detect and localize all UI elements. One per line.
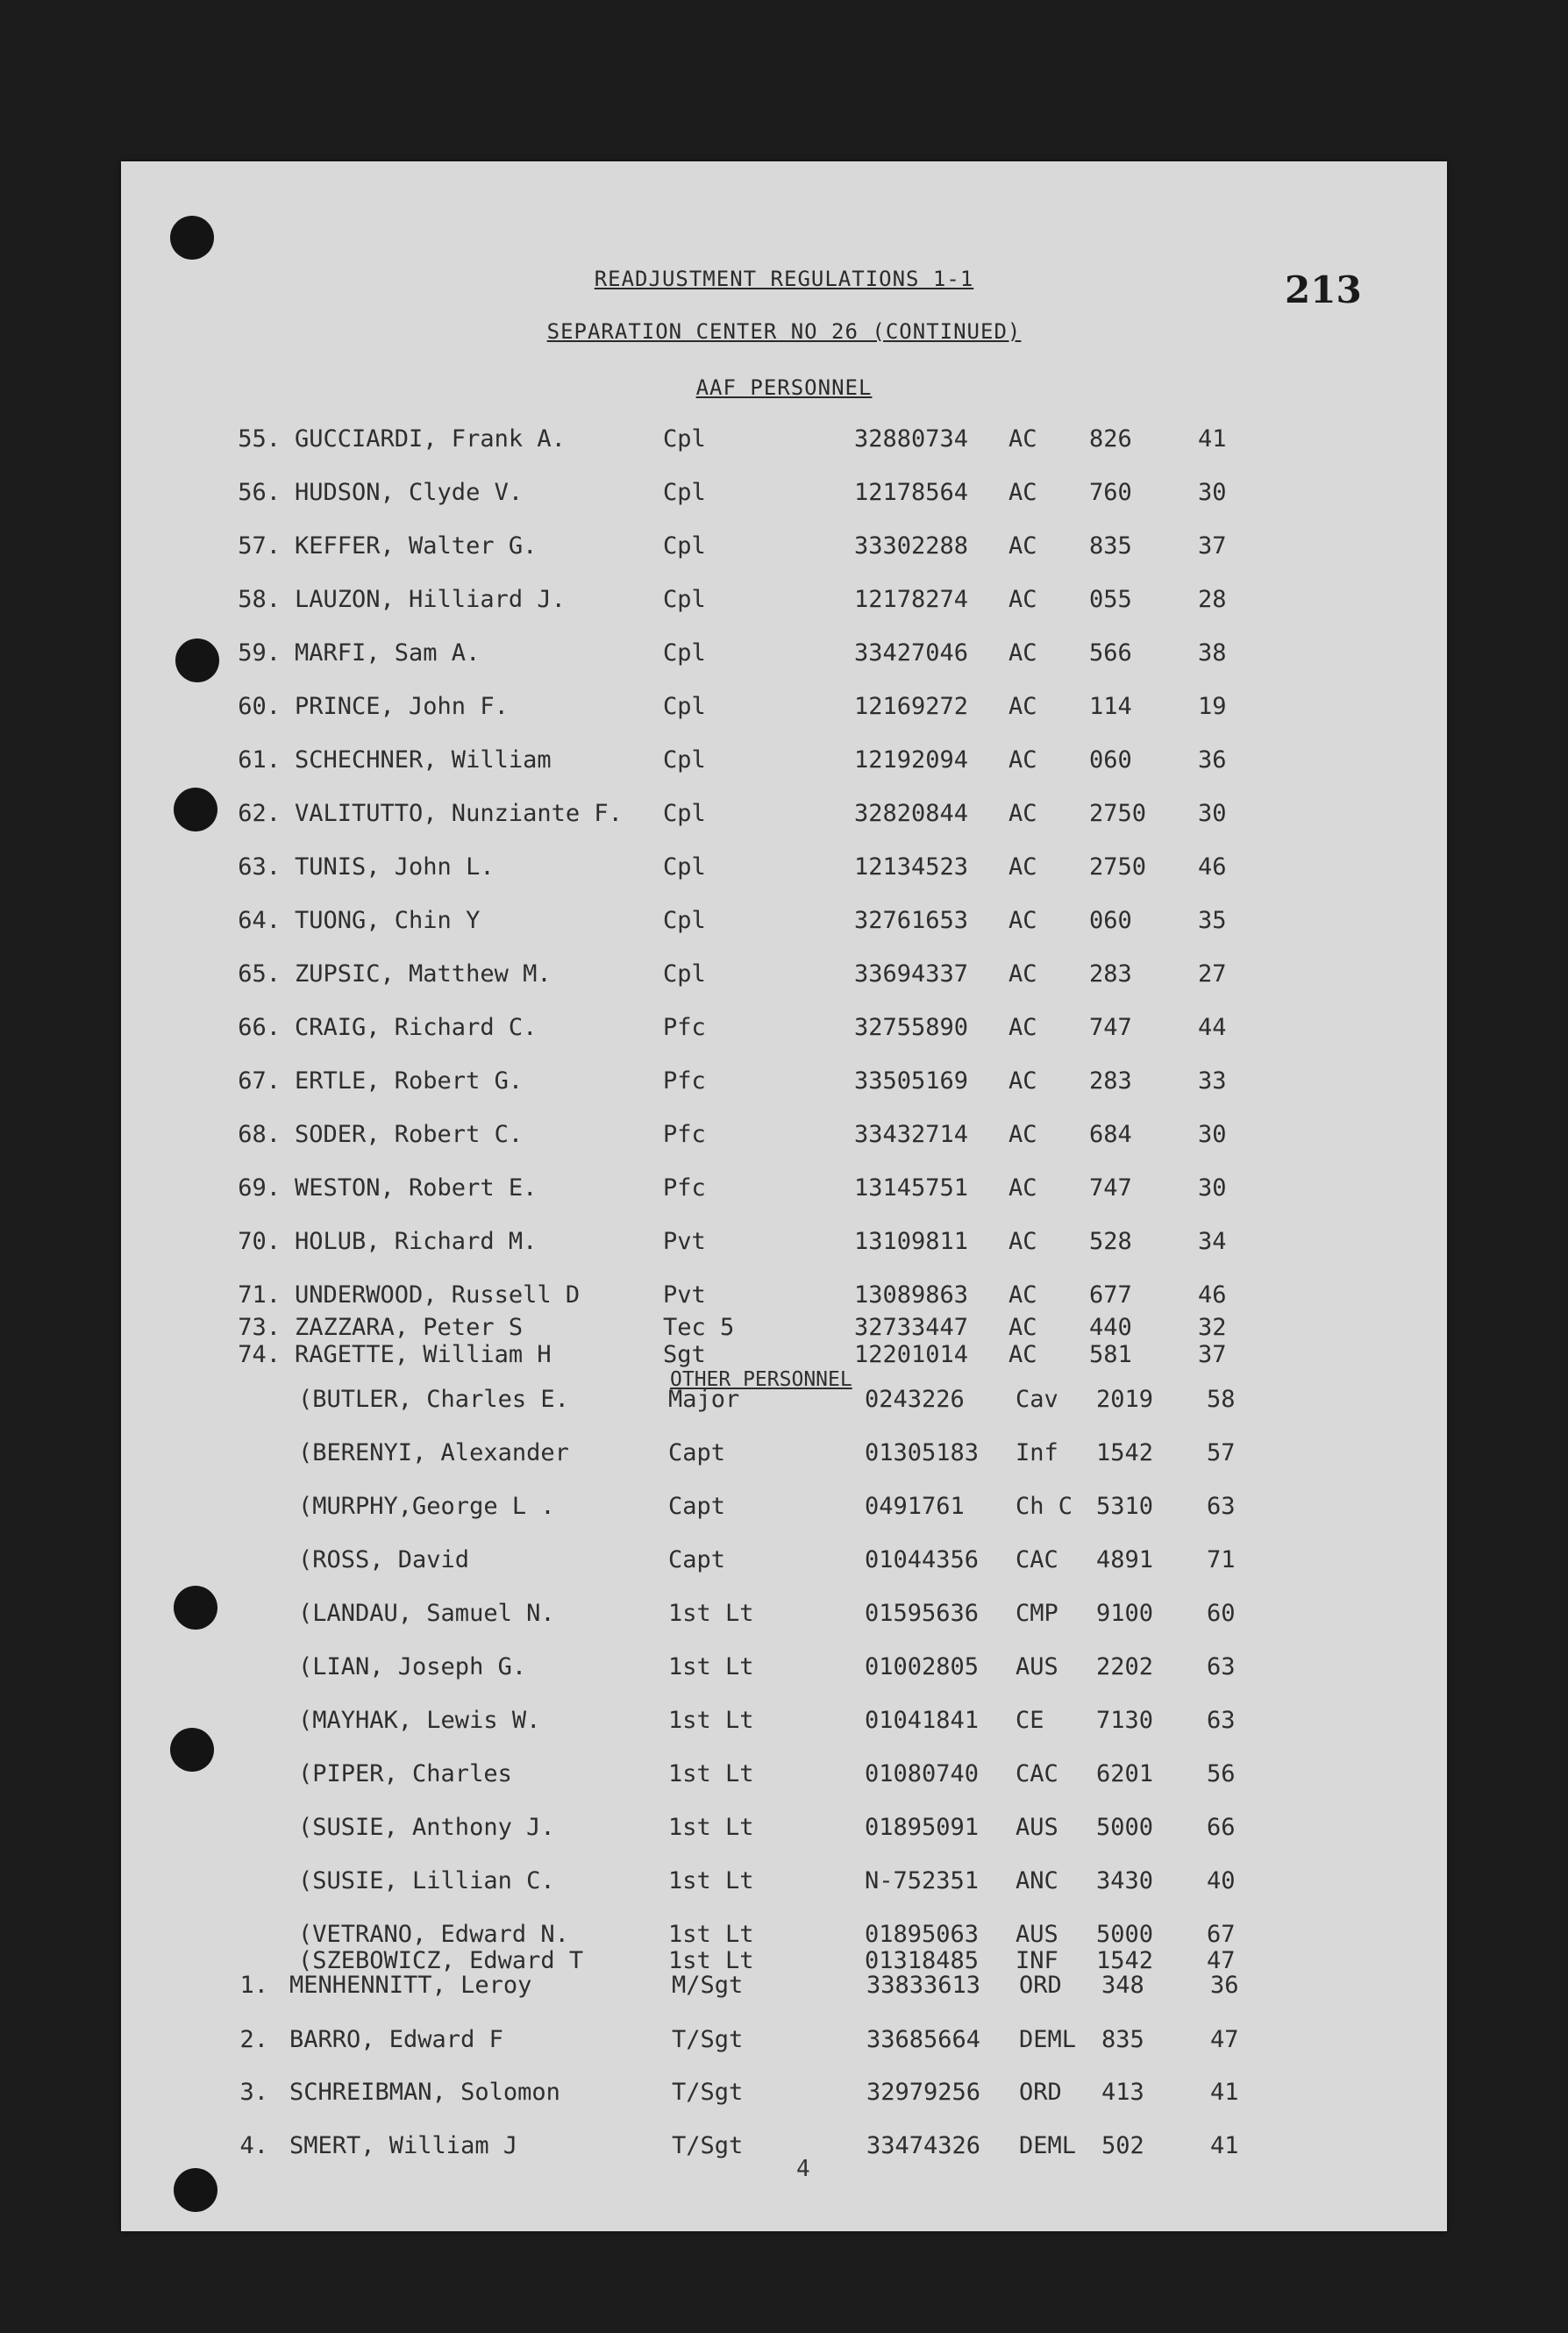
cell-serial: 13109811 <box>854 1228 969 1255</box>
cell-name: (BERENYI, Alexander <box>298 1439 569 1466</box>
cell-score: 63 <box>1207 1493 1236 1520</box>
cell-code: 9100 <box>1096 1600 1154 1627</box>
cell-score: 37 <box>1198 532 1227 560</box>
cell-rank: Capt <box>668 1493 726 1520</box>
cell-no: 66. <box>238 1014 281 1041</box>
cell-rank: Tec 5 <box>663 1314 735 1341</box>
cell-rank: 1st Lt <box>668 1921 754 1948</box>
cell-rank: Pvt <box>663 1228 706 1255</box>
cell-branch: AC <box>1009 639 1037 667</box>
cell-name: SMERT, William J <box>289 2132 518 2159</box>
table-row <box>0 1439 1568 1474</box>
cell-code: 528 <box>1089 1228 1132 1255</box>
cell-no: 4. <box>239 2132 268 2159</box>
cell-branch: AC <box>1009 1174 1037 1202</box>
cell-serial: 33685664 <box>866 2026 981 2053</box>
cell-code: 5000 <box>1096 1921 1154 1948</box>
cell-score: 35 <box>1198 907 1227 934</box>
cell-score: 57 <box>1207 1439 1236 1466</box>
cell-serial: 12178274 <box>854 586 969 613</box>
cell-name: MARFI, Sam A. <box>295 639 481 667</box>
cell-rank: Pfc <box>663 1121 706 1148</box>
cell-name: (MAYHAK, Lewis W. <box>298 1707 541 1734</box>
cell-score: 67 <box>1207 1921 1236 1948</box>
cell-no: 74. <box>238 1341 281 1368</box>
cell-branch: INF <box>1016 1947 1058 1974</box>
cell-score: 58 <box>1207 1386 1236 1413</box>
cell-rank: Cpl <box>663 960 706 988</box>
cell-code: 760 <box>1089 479 1132 506</box>
cell-score: 60 <box>1207 1600 1236 1627</box>
cell-score: 30 <box>1198 1121 1227 1148</box>
cell-no: 71. <box>238 1281 281 1309</box>
table-row <box>0 2026 1568 2061</box>
cell-score: 40 <box>1207 1867 1236 1894</box>
cell-branch: DEML <box>1019 2132 1077 2159</box>
cell-serial: 01305183 <box>865 1439 980 1466</box>
cell-branch: AC <box>1009 1341 1037 1368</box>
cell-branch: AUS <box>1016 1814 1058 1841</box>
table-row <box>0 1228 1568 1263</box>
cell-score: 41 <box>1210 2079 1239 2106</box>
cell-name: ERTLE, Robert G. <box>295 1067 524 1095</box>
cell-name: (SZEBOWICZ, Edward T <box>298 1947 584 1974</box>
table-row <box>0 425 1568 460</box>
cell-code: 566 <box>1089 639 1132 667</box>
cell-name: TUNIS, John L. <box>295 853 495 881</box>
cell-serial: 01895063 <box>865 1921 980 1948</box>
cell-name: HUDSON, Clyde V. <box>295 479 524 506</box>
cell-rank: Cpl <box>663 586 706 613</box>
cell-branch: DEML <box>1019 2026 1077 2053</box>
cell-score: 33 <box>1198 1067 1227 1095</box>
cell-branch: AC <box>1009 853 1037 881</box>
table-row <box>0 479 1568 514</box>
cell-rank: 1st Lt <box>668 1867 754 1894</box>
cell-code: 1542 <box>1096 1439 1154 1466</box>
cell-branch: AC <box>1009 960 1037 988</box>
table-row <box>0 1014 1568 1049</box>
cell-score: 27 <box>1198 960 1227 988</box>
cell-branch: AUS <box>1016 1653 1058 1680</box>
cell-score: 41 <box>1210 2132 1239 2159</box>
cell-rank: Cpl <box>663 693 706 720</box>
cell-code: 283 <box>1089 1067 1132 1095</box>
cell-serial: 01041841 <box>865 1707 980 1734</box>
cell-branch: Ch C <box>1016 1493 1073 1520</box>
cell-no: 69. <box>238 1174 281 1202</box>
cell-name: SCHREIBMAN, Solomon <box>289 2079 560 2106</box>
cell-rank: Pvt <box>663 1281 706 1309</box>
cell-branch: CE <box>1016 1707 1044 1734</box>
cell-score: 46 <box>1198 853 1227 881</box>
cell-rank: 1st Lt <box>668 1653 754 1680</box>
cell-score: 32 <box>1198 1314 1227 1341</box>
cell-rank: Pfc <box>663 1014 706 1041</box>
table-row <box>0 960 1568 995</box>
cell-no: 67. <box>238 1067 281 1095</box>
cell-rank: 1st Lt <box>668 1760 754 1787</box>
cell-code: 684 <box>1089 1121 1132 1148</box>
table-row <box>0 2132 1568 2167</box>
cell-score: 37 <box>1198 1341 1227 1368</box>
table-row <box>0 1281 1568 1316</box>
cell-serial: 0491761 <box>865 1493 965 1520</box>
table-row <box>0 1707 1568 1742</box>
cell-score: 28 <box>1198 586 1227 613</box>
cell-branch: CAC <box>1016 1546 1058 1573</box>
cell-name: WESTON, Robert E. <box>295 1174 538 1202</box>
table-row <box>0 586 1568 621</box>
cell-score: 63 <box>1207 1653 1236 1680</box>
cell-name: LAUZON, Hilliard J. <box>295 586 566 613</box>
cell-rank: Cpl <box>663 746 706 774</box>
cell-name: (PIPER, Charles <box>298 1760 512 1787</box>
cell-rank: 1st Lt <box>668 1947 754 1974</box>
cell-serial: 32733447 <box>854 1314 969 1341</box>
cell-branch: AC <box>1009 1228 1037 1255</box>
cell-branch: AC <box>1009 1281 1037 1309</box>
cell-serial: 13145751 <box>854 1174 969 1202</box>
cell-serial: 33694337 <box>854 960 969 988</box>
cell-score: 56 <box>1207 1760 1236 1787</box>
header-line-1: READJUSTMENT REGULATIONS 1-1 <box>594 267 974 291</box>
cell-rank: T/Sgt <box>672 2079 744 2106</box>
table-row <box>0 853 1568 888</box>
cell-name: ZUPSIC, Matthew M. <box>295 960 552 988</box>
table-row <box>0 800 1568 835</box>
cell-rank: Cpl <box>663 639 706 667</box>
table-row <box>0 907 1568 942</box>
cell-score: 71 <box>1207 1546 1236 1573</box>
cell-rank: M/Sgt <box>672 1972 744 1999</box>
cell-no: 1. <box>239 1972 268 1999</box>
cell-score: 19 <box>1198 693 1227 720</box>
cell-score: 38 <box>1198 639 1227 667</box>
cell-rank: Cpl <box>663 853 706 881</box>
cell-rank: T/Sgt <box>672 2132 744 2159</box>
cell-name: KEFFER, Walter G. <box>295 532 538 560</box>
cell-serial: 33427046 <box>854 639 969 667</box>
cell-name: CRAIG, Richard C. <box>295 1014 538 1041</box>
cell-rank: Cpl <box>663 425 706 453</box>
page-number: 213 <box>1285 268 1362 311</box>
cell-code: 2019 <box>1096 1386 1154 1413</box>
cell-score: 30 <box>1198 1174 1227 1202</box>
cell-code: 502 <box>1101 2132 1144 2159</box>
cell-no: 2. <box>239 2026 268 2053</box>
cell-serial: 33505169 <box>854 1067 969 1095</box>
cell-name: (ROSS, David <box>298 1546 470 1573</box>
cell-name: RAGETTE, William H <box>295 1341 552 1368</box>
header-line-2: SEPARATION CENTER NO 26 (CONTINUED) <box>546 319 1022 344</box>
cell-name: TUONG, Chin Y <box>295 907 481 934</box>
cell-code: 835 <box>1101 2026 1144 2053</box>
cell-no: 65. <box>238 960 281 988</box>
cell-name: (BUTLER, Charles E. <box>298 1386 569 1413</box>
cell-no: 58. <box>238 586 281 613</box>
table-row <box>0 1814 1568 1849</box>
cell-code: 4891 <box>1096 1546 1154 1573</box>
cell-serial: 01895091 <box>865 1814 980 1841</box>
cell-name: ZAZZARA, Peter S <box>295 1314 524 1341</box>
cell-no: 63. <box>238 853 281 881</box>
cell-score: 36 <box>1198 746 1227 774</box>
cell-branch: Inf <box>1016 1439 1058 1466</box>
cell-code: 7130 <box>1096 1707 1154 1734</box>
cell-branch: ORD <box>1019 1972 1062 1999</box>
cell-rank: Cpl <box>663 800 706 827</box>
cell-serial: 33302288 <box>854 532 969 560</box>
cell-code: 440 <box>1089 1314 1132 1341</box>
cell-code: 283 <box>1089 960 1132 988</box>
cell-branch: AC <box>1009 746 1037 774</box>
cell-code: 835 <box>1089 532 1132 560</box>
cell-branch: AC <box>1009 425 1037 453</box>
cell-code: 1542 <box>1096 1947 1154 1974</box>
cell-name: GUCCIARDI, Frank A. <box>295 425 566 453</box>
cell-serial: N-752351 <box>865 1867 980 1894</box>
cell-no: 61. <box>238 746 281 774</box>
cell-code: 6201 <box>1096 1760 1154 1787</box>
other-personnel-heading: OTHER PERSONNEL <box>670 1368 852 1391</box>
cell-name: SODER, Robert C. <box>295 1121 524 1148</box>
table-row <box>0 693 1568 728</box>
cell-branch: AC <box>1009 532 1037 560</box>
cell-code: 581 <box>1089 1341 1132 1368</box>
cell-serial: 01002805 <box>865 1653 980 1680</box>
cell-name: (LANDAU, Samuel N. <box>298 1600 555 1627</box>
table-row <box>0 1867 1568 1902</box>
header-line-3: AAF PERSONNEL <box>695 375 873 400</box>
table-row <box>0 746 1568 781</box>
cell-serial: 12192094 <box>854 746 969 774</box>
cell-rank: Capt <box>668 1546 726 1573</box>
table-row <box>0 1386 1568 1421</box>
cell-serial: 13089863 <box>854 1281 969 1309</box>
cell-score: 47 <box>1207 1947 1236 1974</box>
cell-rank: Pfc <box>663 1174 706 1202</box>
cell-code: 114 <box>1089 693 1132 720</box>
cell-name: (VETRANO, Edward N. <box>298 1921 569 1948</box>
cell-no: 56. <box>238 479 281 506</box>
table-row <box>0 1546 1568 1581</box>
cell-branch: AC <box>1009 907 1037 934</box>
table-row <box>0 1653 1568 1688</box>
cell-serial: 01080740 <box>865 1760 980 1787</box>
cell-branch: AC <box>1009 693 1037 720</box>
cell-score: 46 <box>1198 1281 1227 1309</box>
cell-name: UNDERWOOD, Russell D <box>295 1281 581 1309</box>
cell-code: 3430 <box>1096 1867 1154 1894</box>
cell-score: 34 <box>1198 1228 1227 1255</box>
cell-serial: 12201014 <box>854 1341 969 1368</box>
cell-code: 348 <box>1101 1972 1144 1999</box>
cell-no: 57. <box>238 532 281 560</box>
cell-rank: Capt <box>668 1439 726 1466</box>
cell-score: 36 <box>1210 1972 1239 1999</box>
table-row <box>0 639 1568 674</box>
punch-hole <box>170 216 214 260</box>
cell-branch: AC <box>1009 800 1037 827</box>
punch-hole <box>174 2168 217 2212</box>
cell-name: VALITUTTO, Nunziante F. <box>295 800 623 827</box>
cell-no: 73. <box>238 1314 281 1341</box>
cell-score: 63 <box>1207 1707 1236 1734</box>
cell-name: BARRO, Edward F <box>289 2026 503 2053</box>
table-row <box>0 1121 1568 1156</box>
cell-name: SCHECHNER, William <box>295 746 552 774</box>
cell-code: 060 <box>1089 907 1132 934</box>
cell-serial: 01044356 <box>865 1546 980 1573</box>
cell-no: 59. <box>238 639 281 667</box>
cell-rank: Cpl <box>663 532 706 560</box>
cell-code: 826 <box>1089 425 1132 453</box>
cell-name: (SUSIE, Lillian C. <box>298 1867 555 1894</box>
cell-serial: 32979256 <box>866 2079 981 2106</box>
cell-branch: AC <box>1009 1014 1037 1041</box>
table-row <box>0 1760 1568 1795</box>
cell-serial: 12134523 <box>854 853 969 881</box>
cell-rank: Cpl <box>663 479 706 506</box>
cell-name: (SUSIE, Anthony J. <box>298 1814 555 1841</box>
cell-branch: CAC <box>1016 1760 1058 1787</box>
cell-branch: AC <box>1009 1121 1037 1148</box>
cell-code: 2750 <box>1089 800 1147 827</box>
cell-code: 060 <box>1089 746 1132 774</box>
table-row <box>0 1600 1568 1635</box>
cell-branch: AC <box>1009 479 1037 506</box>
cell-code: 2202 <box>1096 1653 1154 1680</box>
cell-serial: 01318485 <box>865 1947 980 1974</box>
cell-code: 5310 <box>1096 1493 1154 1520</box>
cell-serial: 01595636 <box>865 1600 980 1627</box>
cell-serial: 12178564 <box>854 479 969 506</box>
cell-score: 47 <box>1210 2026 1239 2053</box>
cell-branch: AUS <box>1016 1921 1058 1948</box>
cell-score: 44 <box>1198 1014 1227 1041</box>
cell-branch: CMP <box>1016 1600 1058 1627</box>
cell-serial: 33833613 <box>866 1972 981 1999</box>
table-row <box>0 532 1568 567</box>
cell-branch: AC <box>1009 586 1037 613</box>
cell-code: 2750 <box>1089 853 1147 881</box>
table-row <box>0 1493 1568 1528</box>
cell-no: 68. <box>238 1121 281 1148</box>
cell-no: 55. <box>238 425 281 453</box>
cell-rank: Major <box>668 1386 740 1413</box>
table-row <box>0 2079 1568 2114</box>
cell-score: 41 <box>1198 425 1227 453</box>
cell-score: 30 <box>1198 800 1227 827</box>
cell-code: 413 <box>1101 2079 1144 2106</box>
cell-code: 747 <box>1089 1014 1132 1041</box>
cell-branch: ORD <box>1019 2079 1062 2106</box>
cell-serial: 32755890 <box>854 1014 969 1041</box>
cell-serial: 12169272 <box>854 693 969 720</box>
cell-no: 3. <box>239 2079 268 2106</box>
cell-rank: T/Sgt <box>672 2026 744 2053</box>
cell-branch: Cav <box>1016 1386 1058 1413</box>
cell-name: PRINCE, John F. <box>295 693 509 720</box>
cell-no: 64. <box>238 907 281 934</box>
cell-rank: Sgt <box>663 1341 706 1368</box>
cell-rank: Pfc <box>663 1067 706 1095</box>
cell-branch: AC <box>1009 1067 1037 1095</box>
cell-rank: 1st Lt <box>668 1814 754 1841</box>
cell-branch: AC <box>1009 1314 1037 1341</box>
cell-serial: 33432714 <box>854 1121 969 1148</box>
cell-name: MENHENNITT, Leroy <box>289 1972 532 1999</box>
cell-rank: Cpl <box>663 907 706 934</box>
cell-branch: ANC <box>1016 1867 1058 1894</box>
cell-serial: 32761653 <box>854 907 969 934</box>
footer-page-number: 4 <box>796 2156 810 2182</box>
cell-no: 70. <box>238 1228 281 1255</box>
cell-score: 66 <box>1207 1814 1236 1841</box>
cell-no: 62. <box>238 800 281 827</box>
cell-rank: 1st Lt <box>668 1600 754 1627</box>
cell-rank: 1st Lt <box>668 1707 754 1734</box>
cell-score: 30 <box>1198 479 1227 506</box>
cell-name: (LIAN, Joseph G. <box>298 1653 527 1680</box>
table-row <box>0 1067 1568 1102</box>
cell-serial: 0243226 <box>865 1386 965 1413</box>
cell-name: HOLUB, Richard M. <box>295 1228 538 1255</box>
cell-no: 60. <box>238 693 281 720</box>
cell-name: (MURPHY,George L . <box>298 1493 555 1520</box>
table-row <box>0 1174 1568 1209</box>
cell-code: 055 <box>1089 586 1132 613</box>
cell-serial: 33474326 <box>866 2132 981 2159</box>
table-row <box>0 1972 1568 2007</box>
cell-code: 5000 <box>1096 1814 1154 1841</box>
cell-code: 677 <box>1089 1281 1132 1309</box>
cell-code: 747 <box>1089 1174 1132 1202</box>
cell-serial: 32820844 <box>854 800 969 827</box>
cell-serial: 32880734 <box>854 425 969 453</box>
